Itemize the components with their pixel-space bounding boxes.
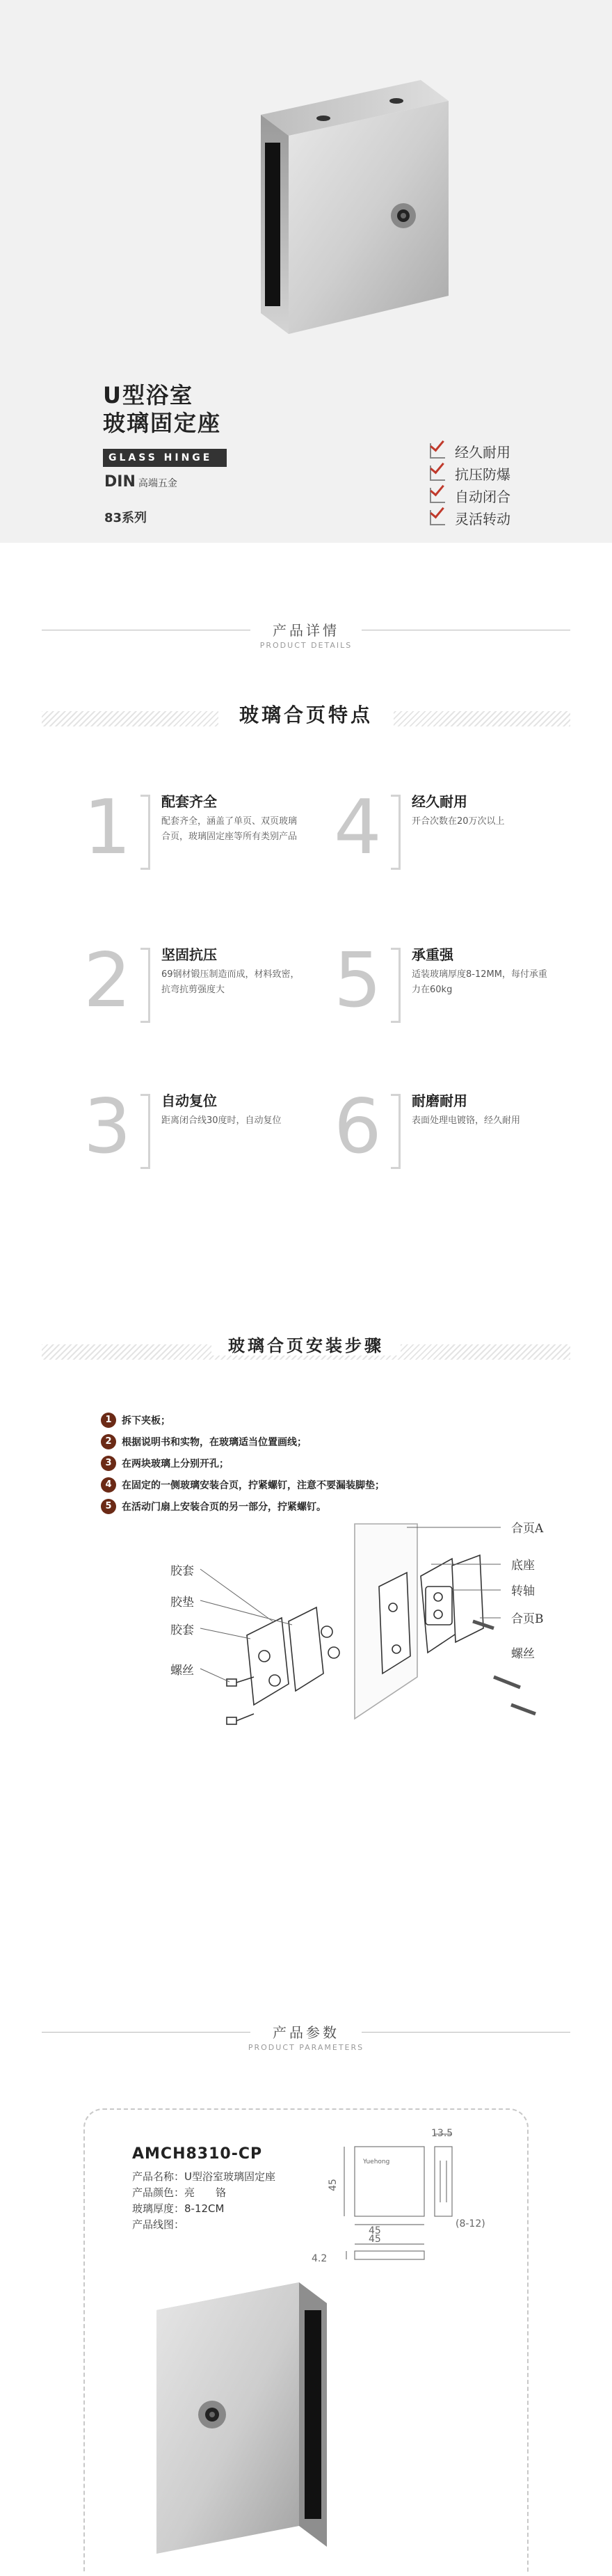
dim-range: (8-12) bbox=[456, 2218, 485, 2229]
feature-desc: 开合次数在20万次以上 bbox=[412, 816, 505, 827]
hero-feature-label: 自动闭合 bbox=[455, 488, 510, 505]
feature-title: 承重强 bbox=[412, 946, 453, 963]
details-header bbox=[0, 619, 612, 650]
dim-bottom: 45 bbox=[369, 2225, 381, 2236]
feature-item bbox=[83, 786, 334, 877]
step-item bbox=[101, 1452, 385, 1474]
feature-number: 6 bbox=[334, 1083, 382, 1170]
dim-top: 13.5 bbox=[431, 2128, 453, 2139]
bracket bbox=[140, 948, 150, 1023]
feature-item bbox=[334, 786, 584, 877]
param-row: 产品名称：U型浴室玻璃固定座 bbox=[132, 2170, 275, 2183]
brand-line bbox=[104, 473, 177, 491]
install-title-text: 玻璃合页安装步骤 bbox=[211, 1336, 401, 1355]
feature-number: 2 bbox=[83, 937, 131, 1024]
feature-number: 3 bbox=[83, 1083, 131, 1170]
feature-number: 4 bbox=[334, 784, 382, 871]
line-drawing bbox=[327, 2126, 522, 2289]
bracket bbox=[391, 948, 401, 1023]
param-row: 玻璃厚度：8-12CM bbox=[132, 2202, 225, 2215]
product-title bbox=[103, 381, 221, 437]
section-title: 产品详情 bbox=[273, 622, 339, 639]
feature-number: 1 bbox=[83, 784, 131, 871]
feature-desc: 配套齐全，涵盖了单页、双页玻璃合页，玻璃固定座等所有类别产品 bbox=[161, 816, 298, 842]
feature-item bbox=[83, 1083, 334, 1176]
section-subtitle: PRODUCT DETAILS bbox=[259, 641, 353, 650]
feature-title: 坚固抗压 bbox=[161, 946, 217, 963]
glass-hinge-bar: GLASS HINGE bbox=[103, 449, 227, 467]
step-item bbox=[101, 1474, 385, 1495]
label-base: 底座 bbox=[511, 1559, 535, 1573]
label-sleeve-1: 胶套 bbox=[170, 1564, 194, 1578]
label-gasket: 胶垫 bbox=[170, 1596, 194, 1609]
step-text: 在活动门扇上安装合页的另一部分，拧紧螺钉。 bbox=[122, 1501, 326, 1513]
product-image bbox=[247, 66, 462, 344]
hero-feature bbox=[430, 484, 510, 507]
feature-item bbox=[83, 939, 334, 1030]
feature-title: 经久耐用 bbox=[412, 793, 467, 810]
features-title-text: 玻璃合页特点 bbox=[218, 703, 394, 726]
dim-side: 45 bbox=[327, 2179, 339, 2191]
step-number: 2 bbox=[101, 1434, 116, 1449]
step-text: 在固定的一侧玻璃安装合页，拧紧螺钉，注意不要漏装脚垫； bbox=[122, 1479, 385, 1491]
feature-number: 5 bbox=[334, 937, 382, 1024]
bracket bbox=[391, 1094, 401, 1169]
dim-base-width: 45 bbox=[369, 2234, 381, 2245]
feature-desc: 适装玻璃厚度8-12MM，每付承重力在60kg bbox=[412, 969, 547, 995]
label-hinge-a: 合页A bbox=[511, 1522, 544, 1536]
hero-feature-label: 灵活转动 bbox=[455, 510, 510, 527]
step-item bbox=[101, 1495, 385, 1517]
model-number: AMCH8310-CP bbox=[132, 2145, 263, 2163]
param-row: 产品颜色：亮 铬 bbox=[132, 2186, 227, 2199]
install-title bbox=[0, 1332, 612, 1356]
check-icon bbox=[430, 510, 445, 525]
brand-sub: 高端五金 bbox=[138, 478, 177, 489]
feature-desc: 69钢材锻压制造而成，材料致密，抗弯抗剪强度大 bbox=[161, 969, 300, 995]
label-screw-right: 螺丝 bbox=[511, 1647, 535, 1661]
bracket bbox=[140, 1094, 150, 1169]
hero-feature bbox=[430, 507, 510, 529]
brand-name: DIN bbox=[104, 473, 136, 491]
feature-desc: 距离闭合线30度时，自动复位 bbox=[161, 1115, 282, 1126]
step-item bbox=[101, 1409, 385, 1431]
step-text: 在两块玻璃上分别开孔； bbox=[122, 1458, 229, 1470]
check-icon bbox=[430, 443, 445, 459]
install-steps bbox=[101, 1409, 385, 1517]
feature-title: 自动复位 bbox=[161, 1092, 217, 1109]
hero-feature-label: 经久耐用 bbox=[455, 443, 510, 461]
logo-text: Yuehong bbox=[363, 2158, 390, 2165]
label-sleeve-2: 胶套 bbox=[170, 1623, 194, 1637]
label-hinge-b: 合页B bbox=[511, 1612, 544, 1626]
check-icon bbox=[430, 488, 445, 503]
hero-feature-label: 抗压防爆 bbox=[455, 466, 510, 483]
step-number: 1 bbox=[101, 1413, 116, 1428]
section-title: 产品参数 bbox=[273, 2024, 339, 2041]
bracket bbox=[140, 795, 150, 870]
hero-feature-list bbox=[430, 440, 510, 529]
step-number: 5 bbox=[101, 1499, 116, 1514]
feature-title: 耐磨耐用 bbox=[412, 1092, 467, 1109]
step-number: 4 bbox=[101, 1477, 116, 1493]
product-image-large bbox=[146, 2275, 382, 2568]
label-screw-left: 螺丝 bbox=[170, 1664, 194, 1678]
dim-base-height: 4.2 bbox=[312, 2253, 328, 2264]
feature-desc: 表面处理电镀铬，经久耐用 bbox=[412, 1115, 521, 1126]
features-title bbox=[0, 700, 612, 728]
hero-feature bbox=[430, 440, 510, 462]
label-shaft: 转轴 bbox=[511, 1584, 535, 1598]
step-item bbox=[101, 1431, 385, 1452]
feature-item bbox=[334, 1083, 584, 1176]
feature-title: 配套齐全 bbox=[161, 793, 217, 810]
check-icon bbox=[430, 466, 445, 481]
feature-item bbox=[334, 939, 584, 1030]
step-number: 3 bbox=[101, 1456, 116, 1471]
params-header bbox=[0, 2021, 612, 2052]
series-label: 83系列 bbox=[104, 511, 147, 525]
section-subtitle: PRODUCT PARAMETERS bbox=[248, 2043, 364, 2052]
step-text: 拆下夹板； bbox=[122, 1415, 170, 1426]
param-row: 产品线图： bbox=[132, 2218, 185, 2231]
bracket bbox=[391, 795, 401, 870]
hero-section bbox=[0, 0, 612, 543]
step-text: 根据说明书和实物，在玻璃适当位置画线； bbox=[122, 1436, 307, 1448]
title-line-1: U型浴室 bbox=[103, 382, 193, 408]
hero-feature bbox=[430, 462, 510, 484]
title-line-2: 玻璃固定座 bbox=[103, 410, 222, 436]
